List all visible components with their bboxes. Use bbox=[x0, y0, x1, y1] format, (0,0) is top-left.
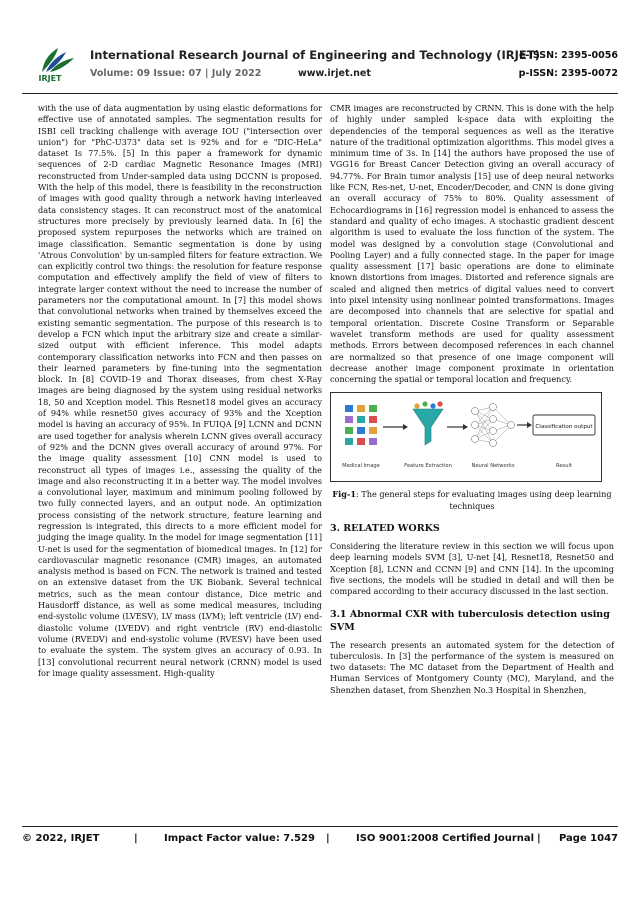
medical-image-icons bbox=[345, 405, 377, 445]
footer-separator: | bbox=[134, 833, 138, 844]
journal-title: International Research Journal of Engineering and Technology (IRJET) bbox=[90, 48, 540, 62]
page-number: Page 1047 bbox=[558, 833, 618, 844]
result-label: Result bbox=[555, 463, 573, 470]
feature-extraction-label: Feature Extraction bbox=[404, 463, 452, 470]
figure-caption bbox=[330, 489, 614, 512]
neural-networks-label: Neural Networks bbox=[471, 463, 515, 470]
copyright: © 2022, IRJET bbox=[22, 833, 100, 844]
body-paragraph: The research presents an automated system for the detection of tuberculosis. In [3] the performance of the system is measured on two datasets: The MC dataset from the Department of Health and Human Services of Montgomery County (MC), Maryland, and the Shenzhen dataset, from Shenzhen No.3 Hospital in Shenzhen, bbox=[330, 639, 614, 695]
body-paragraph: Considering the literature review in this section we will focus upon deep learning models SVM [3], U-net [4], Resnet18, Resnet50 and Xception [8], LCNN and CCNN [9] and CNN [14]. In the upcoming five sections, the models will be studied in detail and will then be compared according to their accuracy discussed in the last section. bbox=[330, 541, 614, 597]
header-divider bbox=[22, 93, 618, 94]
impact-factor: Impact Factor value: 7.529 bbox=[164, 833, 315, 844]
section-heading: 3. RELATED WORKS bbox=[330, 523, 440, 535]
e-issn: e-ISSN: 2395-0056 bbox=[518, 50, 618, 61]
figure-caption-label: Fig-1 bbox=[332, 489, 356, 500]
pipeline-diagram bbox=[331, 393, 601, 481]
neural-network-icon bbox=[472, 404, 515, 447]
body-paragraph: with the use of data augmentation by using elastic deformations for effective use of annotated samples. The segmentation results for ISBI cell tracking challenge with average IOU ("intersection over union") for "PhC-U373" data set is 92% and for e "DIC-HeLa" dataset Is 77.5%. [5] In this paper a framework for dynamic sequences of 2-D cardiac Magnetic Resonance Images (MRI) reconstructed from Under-sampled data using DCCNN is proposed. With the help of this model, there is feasibility in the reconstruction of images with good quality through a network having interleaved data consistency stages. It can reconstruct most of the anatomical structures more precisely by previously learned data. In [6] the proposed system repurposes the networks which are trained on image classification. Semantic segmentation is done by using 'Atrous Convolution' by un-sampled filters for feature extraction. We can explicitly control two things: the resolution for feature response computation and effectively amplify the field of view of filters to integrate larger context without the need to increase the number of parameters nor the computational amount. In [7] this model shows that convolutional networks when trained by themselves exceed the existing semantic segmentation. The purpose of this research is to develop a FCN which input the arbitrary size and create a similar-sized output with efficient inference. This model adapts contemporary classification networks into FCN and then passes on their learned parameters by fine-tuning into the segmentation block. In [8] COVID-19 and Thorax diseases, from chest X-Ray images are being diagnosed by the system using residual networks 18, 50 and Xception model. This Resnet18 model gives an accuracy of 94% while resnet50 gives accuracy of 93% and the Xception model is having an accuracy of 95%. In FUIQA [9] LCNN and DCNN are used together for analysis wherein LCNN gives overall accuracy of 92% and the DCNN gives overall accuracy of around 97%. For the image quality assessment [10] CNN model is used to reconstruct all types of images i.e., assessing the quality of the image and also reconstructing it in a better way. The model involves a convolutional layer, maximum and minimum pooling followed by two fully connected layers, and an output node. An optimization process consisting of the network structure, feature learning and regression is integrated, this directs to a more efficient model for judging the image quality. In the model for image segmentation [11] U-net is used for the segmentation of biomedical images. In [12] for cardiovascular magnetic resonance (CMR) images, an automated analysis method is based on FCN. The network is trained and tested on an extensive dataset from the UK Biobank. Several technical metrics, such as the mean contour distance, Dice metric and Hausdorff distance, as well as some medical measures, including end-systolic volume (LVESV), LV mass (LVM); left ventricle (LV) end-diastolic volume (LVEDV) and right ventricle (RV) end-diastolic volume (RVEDV) and end-systolic volume (RVESV) have been used to evaluate the system. The system gives an accuracy of 0.93. In [13] convolutional recurrent neural network (CRNN) model is used for image quality assessment. High-quality bbox=[38, 103, 322, 678]
logo-text: IRJET bbox=[38, 74, 62, 83]
volume-issue: Volume: 09 Issue: 07 | July 2022 bbox=[90, 68, 262, 79]
irjet-logo-icon bbox=[36, 44, 80, 76]
left-column bbox=[38, 103, 322, 679]
figure-caption-text: : The general steps for evaluating images using deep learning techniques bbox=[355, 489, 612, 511]
footer-separator: | bbox=[326, 833, 330, 844]
journal-website[interactable]: www.irjet.net bbox=[298, 68, 371, 79]
subsection-heading: 3.1 Abnormal CXR with tuberculosis detection using SVM bbox=[330, 608, 610, 633]
body-paragraph: CMR images are reconstructed by CRNN. This is done with the help of highly under sampled k-space data with exploiting the dependencies of the temporal sequences as well as the iterative nature of the traditional optimization algorithms. This model gives a minimum time of 3s. In [14] the authors have proposed the use of VGG16 for Breast Cancer Detection giving an overall accuracy of 94.77%. For Brain tumor analysis [15] use of deep neural networks like FCN, Res-net, U-net, Encoder/Decoder, and CNN is done giving an overall accuracy of 75% to 80%. Quality assessment of Echocardiograms in [16] regression model is enhanced to assess the standard and quality of echo images. A stochastic gradient descent algorithm is used to evaluate the loss function of the system. The model was designed by a convolution stage (Convolutional and Pooling Layer) and a fully connected stage. In the paper for image quality assessment [17] basic operations are done to eliminate known distortions from images. Distorted and reference signals are scaled and aligned then metrics of digital values need to convert into pixel intensity using nonlinear pointed transformations. Images are decomposed into channels that are selective for spatial and temporal orientation. Discrete Cosine Transform or Separable wavelet transform methods are used for quality assessment methods. Errors between decomposed references in each channel are normalized so that presence of one image component will decrease another image component proximate in orientation concerning the spatial or temporal location and frequency. bbox=[330, 103, 614, 385]
iso-certification: ISO 9001:2008 Certified Journal bbox=[356, 833, 535, 844]
footer-separator: | bbox=[537, 833, 541, 844]
medical-image-label: Medical Image bbox=[342, 463, 380, 470]
journal-header bbox=[22, 44, 618, 88]
right-column bbox=[330, 103, 614, 696]
classification-output-label: Classification output bbox=[535, 424, 593, 431]
figure-1 bbox=[330, 392, 602, 482]
footer-divider bbox=[22, 826, 618, 827]
p-issn: p-ISSN: 2395-0072 bbox=[518, 68, 618, 79]
feature-extraction-icon bbox=[413, 402, 443, 446]
journal-footer bbox=[22, 833, 618, 853]
